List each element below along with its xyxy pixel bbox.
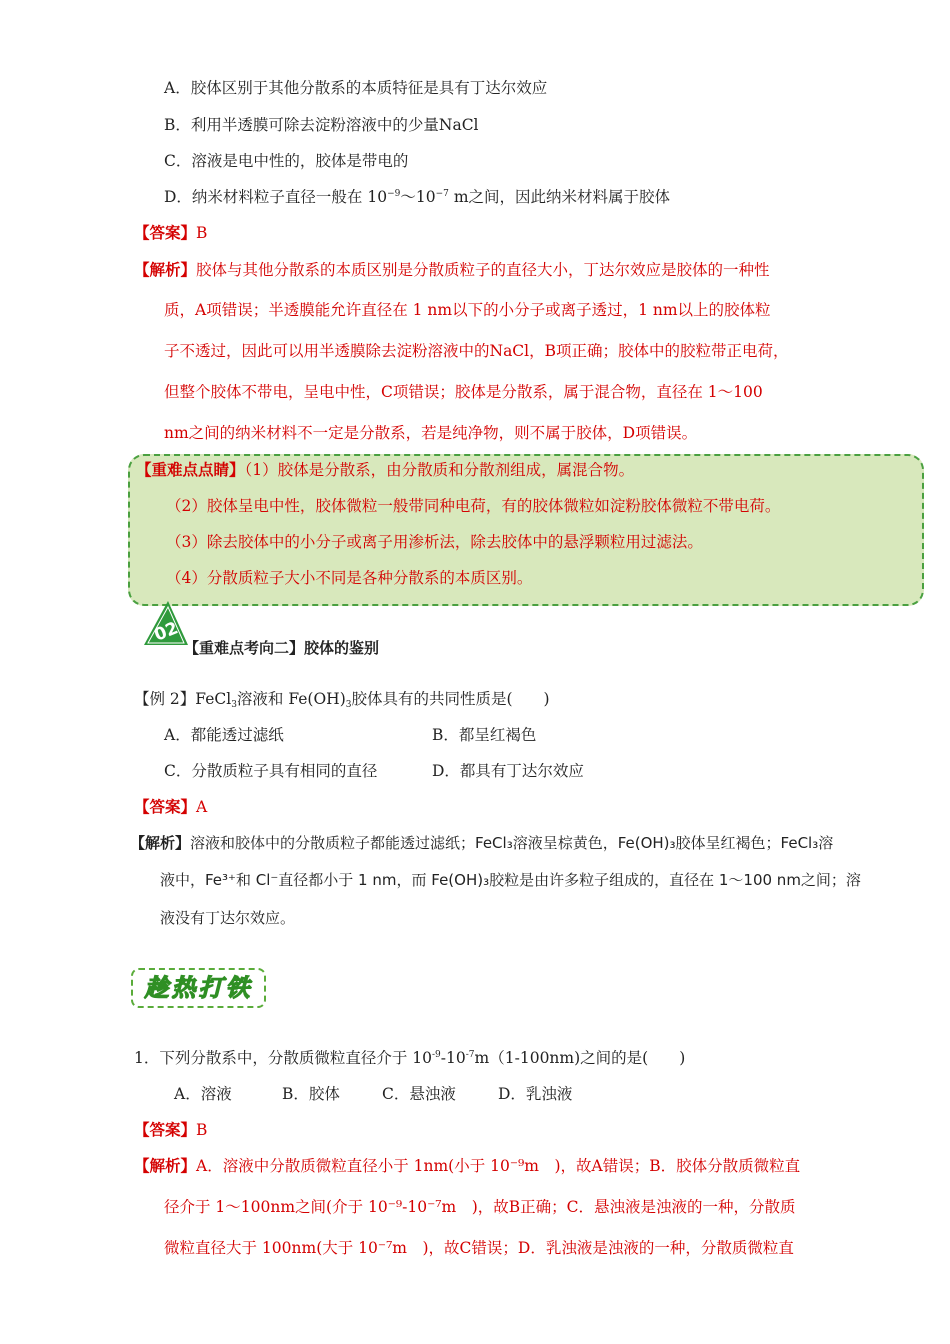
practice-option-a: A．溶液	[174, 1085, 232, 1103]
keypoints-tag: 【重难点点睛】	[136, 460, 245, 479]
option-b: B．利用半透膜可除去淀粉溶液中的少量NaCl	[164, 116, 479, 134]
question-text: 【例 2】FeCl	[134, 690, 232, 708]
keypoint-2: （2）胶体呈电中性，胶体微粒一般带同种电荷，有的胶体微粒如淀粉胶体微粒不带电荷。	[166, 497, 781, 515]
keypoint-text: （1）胶体是分散系，由分散质和分散剂组成，属混合物。	[244, 461, 635, 479]
badge-number: 02	[151, 618, 182, 646]
option-d-text: D．纳米材料粒子直径一般在 10	[164, 188, 388, 206]
example-option-c: C．分散质粒子具有相同的直径	[164, 762, 378, 780]
keypoint-3: （3）除去胶体中的小分子或离子用渗析法，除去胶体中的悬浮颗粒用过滤法。	[166, 533, 703, 551]
question-text: -10	[440, 1049, 466, 1067]
subscript: 3	[231, 700, 237, 710]
exponent: −7	[435, 189, 449, 199]
analysis-tag: 【解析】	[134, 1156, 197, 1175]
practice-analysis-2: 径介于 1～100nm之间(介于 10⁻⁹-10⁻⁷m )，故B正确；C．悬浊液是浊液的一种，分散质	[164, 1198, 796, 1216]
answer-value: B	[196, 1121, 208, 1139]
answer-line	[134, 221, 207, 243]
practice-heading	[131, 968, 266, 1008]
example-answer-line	[134, 795, 207, 817]
example-option-d: D．都具有丁达尔效应	[432, 762, 584, 780]
practice-analysis-3: 微粒直径大于 100nm(大于 10⁻⁷m )，故C错误；D．乳浊液是浊液的一种，分散质微粒直	[164, 1239, 794, 1257]
answer-tag: 【答案】	[134, 797, 197, 816]
practice-title: 趁热打铁	[144, 974, 253, 1002]
option-d-text: m之间，因此纳米材料属于胶体	[448, 188, 671, 206]
example-analysis-3: 液没有丁达尔效应。	[160, 909, 296, 927]
analysis-line-5: nm之间的纳米材料不一定是分散系，若是纯净物，则不属于胶体，D项错误。	[164, 424, 698, 442]
answer-tag: 【答案】	[134, 223, 197, 242]
practice-option-c: C．悬浊液	[382, 1085, 456, 1103]
subscript: 3	[345, 700, 352, 710]
question-text: m（1-100nm)之间的是( )	[474, 1049, 686, 1067]
keypoint-1	[136, 458, 634, 480]
keypoint-4: （4）分散质粒子大小不同是各种分散系的本质区别。	[166, 569, 533, 587]
example-option-a: A．都能透过滤纸	[164, 726, 284, 744]
answer-value: B	[196, 224, 208, 242]
section-badge-icon	[138, 599, 190, 649]
section-title: 【重难点考向二】胶体的鉴别	[184, 639, 380, 657]
analysis-text: 胶体与其他分散系的本质区别是分散质粒子的直径大小，丁达尔效应是胶体的一种性	[196, 261, 770, 279]
option-c: C．溶液是电中性的，胶体是带电的	[164, 152, 409, 170]
question-text: 胶体具有的共同性质是( )	[351, 690, 550, 708]
practice-option-b: B．胶体	[282, 1085, 340, 1103]
exponent: -9	[432, 1050, 441, 1060]
option-d	[164, 185, 670, 207]
analysis-tag: 【解析】	[134, 260, 197, 279]
analysis-line-1	[134, 258, 770, 280]
example-analysis-1	[130, 832, 833, 853]
practice-option-d: D．乳浊液	[498, 1085, 573, 1103]
example-question	[134, 687, 550, 710]
analysis-line-3: 子不透过，因此可以用半透膜除去淀粉溶液中的NaCl，B项正确；胶体中的胶粒带正电荷，	[164, 342, 789, 360]
example-option-b: B．都呈红褐色	[432, 726, 537, 744]
example-analysis-2: 液中，Fe³⁺和 Cl⁻直径都小于 1 nm，而 Fe(OH)₃胶粒是由许多粒子组成的，直径在 1～100 nm之间；溶	[160, 871, 861, 889]
practice-question	[134, 1046, 685, 1068]
answer-tag: 【答案】	[134, 1120, 197, 1139]
analysis-tag: 【解析】	[130, 834, 191, 852]
question-text: 溶液和 Fe(OH)	[236, 690, 346, 708]
question-text: 1．下列分散系中，分散质微粒直径介于 10	[134, 1049, 433, 1067]
exponent: -7	[465, 1050, 475, 1060]
analysis-text: A．溶液中分散质微粒直径小于 1nm(小于 10⁻⁹m )，故A错误；B．胶体分散质微粒直	[196, 1157, 801, 1175]
option-a: A．胶体区别于其他分散系的本质特征是具有丁达尔效应	[164, 79, 548, 97]
analysis-line-2: 质，A项错误；半透膜能允许直径在 1 nm以下的小分子或离子透过，1 nm以上的胶体粒	[164, 301, 771, 319]
practice-analysis-1	[134, 1154, 800, 1176]
analysis-text: 溶液和胶体中的分散质粒子都能透过滤纸；FeCl₃溶液呈棕黄色，Fe(OH)₃胶体呈红褐色；FeCl₃溶	[190, 834, 834, 852]
option-d-text: ～10	[400, 188, 436, 206]
answer-value: A	[196, 798, 208, 816]
exponent: −9	[387, 189, 401, 199]
analysis-line-4: 但整个胶体不带电，呈电中性，C项错误；胶体是分散系，属于混合物，直径在 1～100	[164, 383, 763, 401]
practice-answer-line	[134, 1118, 207, 1140]
